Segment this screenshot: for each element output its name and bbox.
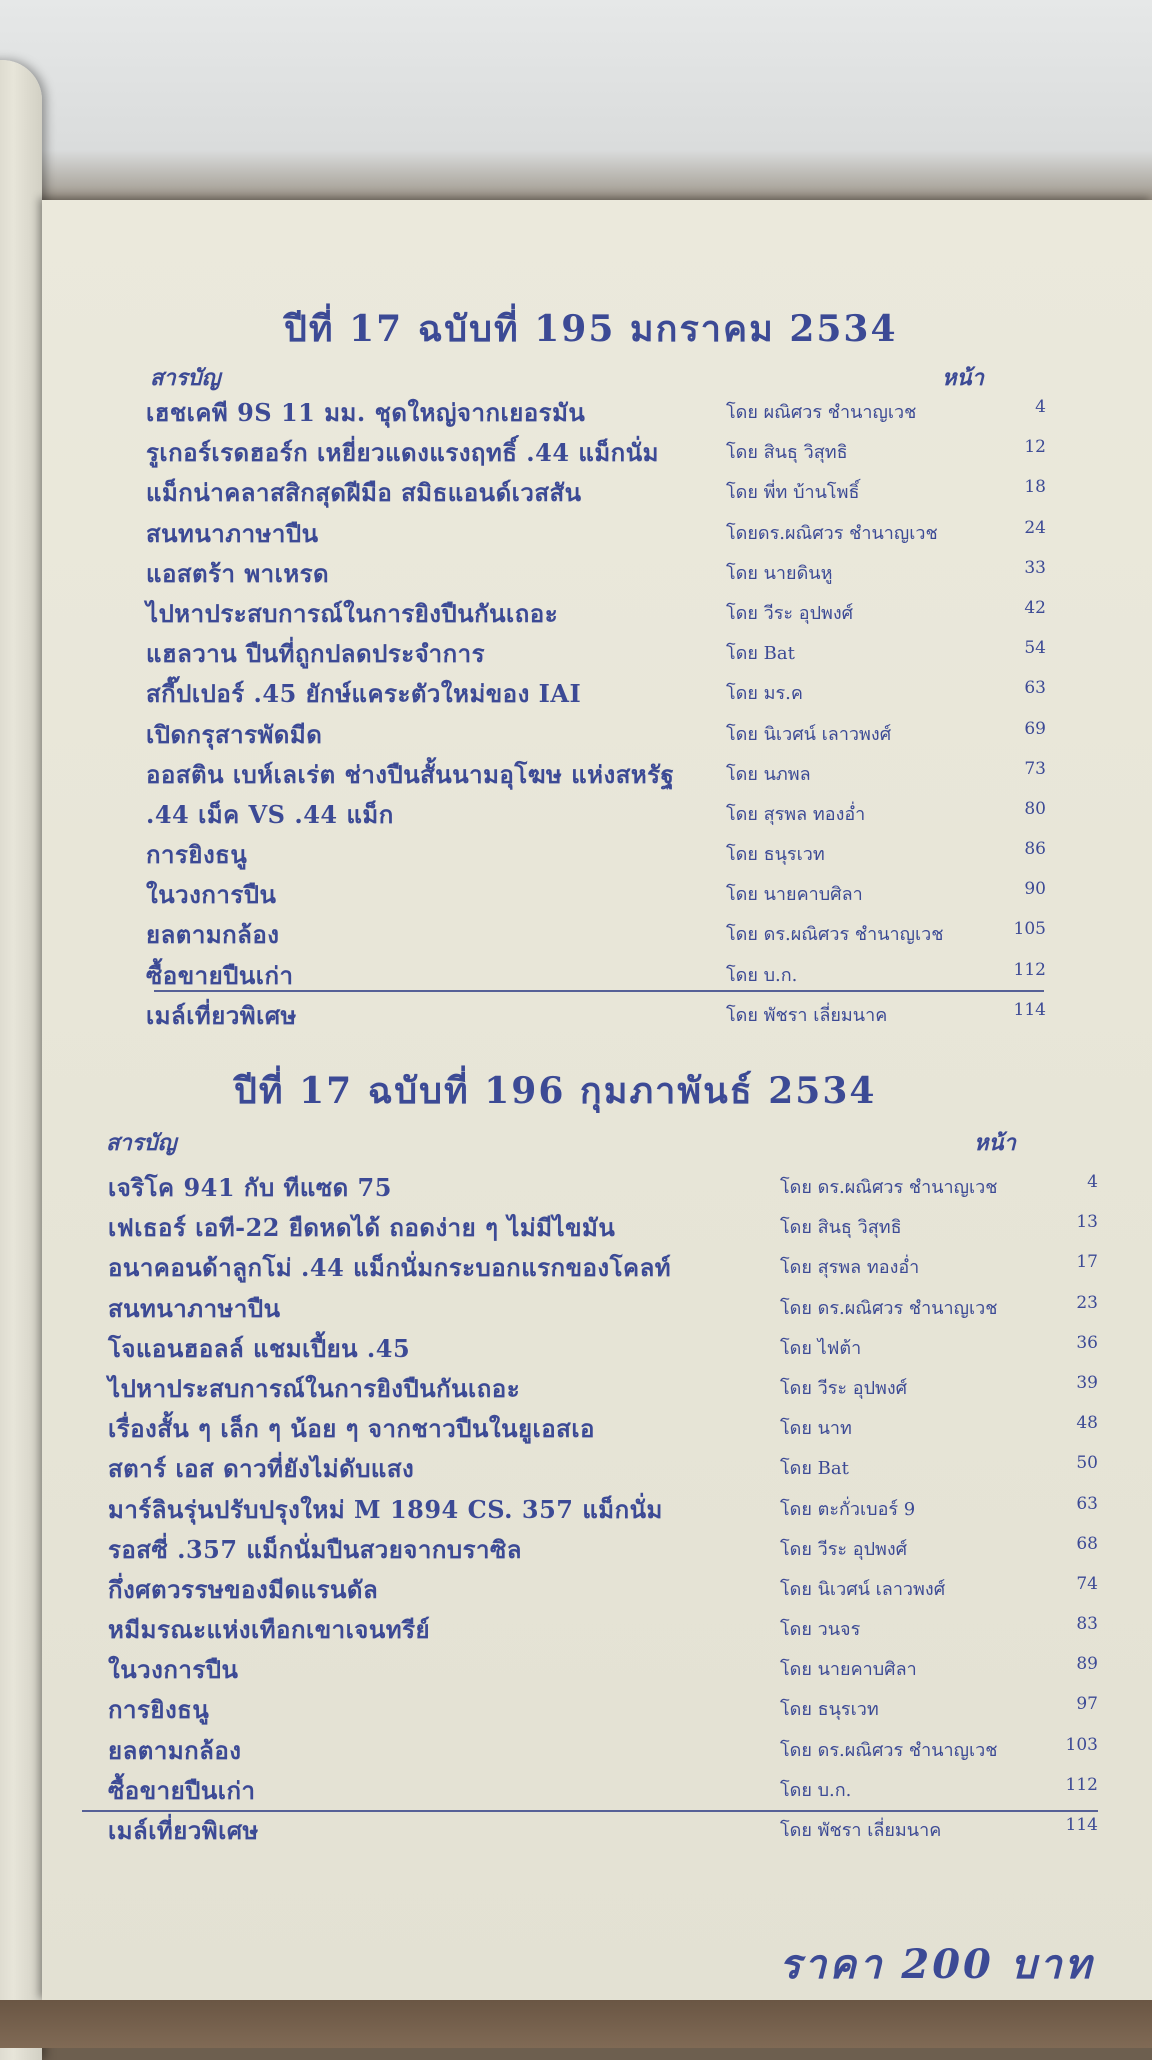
article-author: โดยดร.ผณิศวร ชำนาญเวช <box>726 522 938 544</box>
magazine-page <box>42 200 1152 2000</box>
contents-row <box>108 1409 1098 1449</box>
article-page-number: 90 <box>1024 879 1046 900</box>
article-title: สกี๊ปเปอร์ .45 ยักษ์แคระตัวใหม่ของ IAI <box>146 679 582 709</box>
article-title: ในวงการปืน <box>108 1655 239 1685</box>
issue-196-title: ปีที่ 17 ฉบับที่ 196 กุมภาพันธ์ 2534 <box>234 1070 877 1112</box>
article-author: โดย พี่ท บ้านโพธิ์ <box>726 482 860 504</box>
article-page-number: 89 <box>1076 1654 1098 1675</box>
article-title: การยิงธนู <box>108 1695 210 1725</box>
contents-row <box>108 1690 1098 1730</box>
issue-195-title: ปีที่ 17 ฉบับที่ 195 มกราคม 2534 <box>284 308 898 350</box>
article-author: โดย วีระ อุปพงศ์ <box>726 602 854 624</box>
article-page-number: 114 <box>1013 999 1046 1020</box>
contents-row <box>108 1610 1098 1650</box>
contents-row <box>108 1208 1098 1248</box>
article-title: หมีมรณะแห่งเทือกเขาเจนทรีย์ <box>108 1615 431 1645</box>
article-title: โจแอนฮอลล์ แชมเปี้ยน .45 <box>108 1333 411 1363</box>
article-page-number: 86 <box>1024 839 1046 860</box>
article-page-number: 23 <box>1076 1292 1098 1313</box>
issue-196-page-label: หน้า <box>974 1130 1016 1156</box>
article-author: โดย ไฟต้า <box>780 1337 862 1359</box>
article-author: โดย Bat <box>780 1458 849 1480</box>
article-title: สตาร์ เอส ดาวที่ยังไม่ดับแสง <box>108 1454 415 1484</box>
article-page-number: 103 <box>1065 1734 1098 1755</box>
contents-row <box>108 1490 1098 1530</box>
article-page-number: 12 <box>1024 437 1046 458</box>
contents-row <box>108 1731 1098 1771</box>
issue-196-divider <box>82 1810 1098 1812</box>
article-title: แอสตร้า พาเหรด <box>146 558 330 588</box>
table-surface <box>0 2000 1152 2048</box>
article-page-number: 18 <box>1024 477 1046 498</box>
contents-row <box>108 1289 1098 1329</box>
article-title: .44 เม็ค VS .44 แม็ก <box>146 799 394 829</box>
article-title: อนาคอนด้าลูกโม่ .44 แม็กนั่มกระบอกแรกของโคลท์ <box>108 1253 672 1283</box>
article-page-number: 74 <box>1076 1573 1098 1594</box>
facing-page-edge <box>0 60 42 2060</box>
article-title: เมล์เที่ยวพิเศษ <box>108 1816 259 1845</box>
article-author: โดย บ.ก. <box>726 964 798 986</box>
article-page-number: 36 <box>1076 1332 1098 1353</box>
article-title: เฮชเคพี 9S 11 มม. ชุดใหญ่จากเยอรมัน <box>146 398 586 427</box>
article-author: โดย นาท <box>780 1418 852 1440</box>
article-author: โดย นายดินหู <box>726 562 833 584</box>
article-author: โดย สินธุ วิสุทธิ <box>726 442 848 464</box>
article-page-number: 39 <box>1076 1372 1098 1393</box>
article-title: ออสติน เบห์เลเร่ต ช่างปืนสั้นนามอุโฆษ แห่งสหรัฐ <box>146 759 675 789</box>
article-page-number: 17 <box>1076 1252 1098 1273</box>
article-title: รอสซี่ .357 แม็กนั่มปืนสวยจากบราซิล <box>108 1534 522 1564</box>
contents-row <box>146 433 1046 473</box>
article-title: ซื้อขายปืนเก่า <box>108 1775 256 1805</box>
issue-195-page-label: หน้า <box>942 365 984 391</box>
contents-row <box>108 1248 1098 1288</box>
article-title: แม็กน่าคลาสสิกสุดฝีมือ สมิธแอนด์เวสสัน <box>146 478 582 508</box>
issue-195-contents-label: สารบัญ <box>150 365 221 391</box>
article-title: ไปหาประสบการณ์ในการยิงปืนกันเถอะ <box>108 1373 521 1403</box>
contents-row <box>108 1771 1098 1811</box>
contents-row <box>108 1570 1098 1610</box>
article-title: สนทนาภาษาปืน <box>108 1293 281 1323</box>
article-author: โดย ดร.ผณิศวร ชำนาญเวช <box>780 1177 998 1198</box>
article-title: กึ่งศตวรรษของมีดแรนดัล <box>108 1574 379 1604</box>
contents-row <box>146 393 1046 433</box>
article-title: เมล์เที่ยวพิเศษ <box>146 1000 297 1030</box>
contents-row <box>108 1329 1098 1369</box>
contents-row <box>108 1811 1098 1851</box>
article-author: โดย ดร.ผณิศวร ชำนาญเวช <box>780 1297 998 1319</box>
article-title: ในวงการปืน <box>146 880 277 910</box>
article-author: โดย วีระ อุปพงศ์ <box>780 1538 908 1560</box>
contents-row <box>146 835 1046 875</box>
article-author: โดย นายคาบศิลา <box>780 1659 917 1681</box>
article-page-number: 33 <box>1024 557 1046 578</box>
contents-row <box>146 715 1046 755</box>
article-page-number: 68 <box>1076 1533 1098 1554</box>
article-title: เจริโค 941 กับ ทีแซด 75 <box>108 1173 392 1202</box>
article-author: โดย ดร.ผณิศวร ชำนาญเวช <box>726 924 944 946</box>
contents-row <box>146 755 1046 795</box>
contents-row <box>146 915 1046 955</box>
article-author: โดย ผณิศวร ชำนาญเวช <box>726 402 917 423</box>
price-label: ราคา 200 บาท <box>779 1941 1094 1988</box>
article-title: ยลตามกล้อง <box>108 1735 242 1765</box>
article-author: โดย ธนุรเวท <box>780 1699 879 1721</box>
article-author: โดย พัชรา เลี่ยมนาค <box>726 1004 888 1026</box>
article-page-number: 105 <box>1013 919 1046 940</box>
article-page-number: 114 <box>1065 1815 1098 1835</box>
article-author: โดย สุรพล ทองอ่ำ <box>780 1257 920 1279</box>
contents-row <box>146 514 1046 554</box>
contents-row <box>108 1650 1098 1690</box>
contents-row <box>146 795 1046 835</box>
article-title: สนทนาภาษาปืน <box>146 518 319 548</box>
article-author: โดย นายคาบศิลา <box>726 884 863 906</box>
article-author: โดย บ.ก. <box>780 1779 852 1801</box>
article-author: โดย ธนุรเวท <box>726 844 825 866</box>
article-author: โดย สุรพล ทองอ่ำ <box>726 803 866 825</box>
article-page-number: 97 <box>1076 1694 1098 1715</box>
article-title: เรื่องสั้น ๆ เล็ก ๆ น้อย ๆ จากชาวปืนในยูเอสเอ <box>108 1414 595 1444</box>
article-author: โดย Bat <box>726 643 795 665</box>
issue-196-contents-label: สารบัญ <box>106 1130 177 1156</box>
article-author: โดย วนจร <box>780 1619 861 1641</box>
article-title: การยิงธนู <box>146 840 248 870</box>
article-page-number: 4 <box>1035 397 1046 417</box>
article-title: รูเกอร์เรดฮอร์ก เหยี่ยวแดงแรงฤทธิ์ .44 แม็กนั่ม <box>146 438 659 468</box>
article-author: โดย ตะกั่วเบอร์ 9 <box>780 1498 916 1520</box>
issue-195-divider <box>154 990 1044 992</box>
article-page-number: 80 <box>1024 798 1046 819</box>
article-page-number: 112 <box>1013 959 1046 980</box>
article-author: โดย ดร.ผณิศวร ชำนาญเวช <box>780 1739 998 1761</box>
article-title: เฟเธอร์ เอที-22 ยืดหดได้ ถอดง่าย ๆ ไม่มีไขมัน <box>108 1213 616 1243</box>
article-page-number: 69 <box>1024 718 1046 739</box>
article-page-number: 83 <box>1076 1614 1098 1635</box>
article-page-number: 13 <box>1076 1212 1098 1233</box>
contents-row <box>146 554 1046 594</box>
article-author: โดย นิเวศน์ เลาวพงศ์ <box>726 723 892 745</box>
article-title: ยลตามกล้อง <box>146 920 280 950</box>
issue-196-contents <box>108 1168 1098 1851</box>
contents-row <box>146 634 1046 674</box>
article-page-number: 48 <box>1076 1413 1098 1434</box>
article-page-number: 63 <box>1024 678 1046 699</box>
article-page-number: 63 <box>1076 1493 1098 1514</box>
article-page-number: 42 <box>1024 597 1046 618</box>
article-page-number: 50 <box>1076 1453 1098 1474</box>
article-author: โดย มร.ค <box>726 683 803 705</box>
contents-row <box>108 1530 1098 1570</box>
article-title: ซื้อขายปืนเก่า <box>146 960 294 990</box>
article-title: เปิดกรุสารพัดมีด <box>146 719 323 749</box>
contents-row <box>108 1449 1098 1489</box>
article-author: โดย พัชรา เลี่ยมนาค <box>780 1820 942 1841</box>
article-author: โดย สินธุ วิสุทธิ <box>780 1217 902 1239</box>
contents-row <box>146 594 1046 634</box>
article-page-number: 112 <box>1065 1774 1098 1795</box>
contents-row <box>108 1369 1098 1409</box>
article-page-number: 4 <box>1087 1172 1098 1192</box>
article-page-number: 24 <box>1024 517 1046 538</box>
contents-row <box>146 996 1046 1036</box>
contents-row <box>146 875 1046 915</box>
article-page-number: 73 <box>1024 758 1046 779</box>
contents-row <box>146 674 1046 714</box>
contents-row <box>146 473 1046 513</box>
article-title: มาร์ลินรุ่นปรับปรุงใหม่ M 1894 CS. 357 แม็กนั่ม <box>108 1494 663 1524</box>
article-author: โดย วีระ อุปพงศ์ <box>780 1377 908 1399</box>
contents-row <box>108 1168 1098 1208</box>
article-author: โดย นิเวศน์ เลาวพงศ์ <box>780 1578 946 1600</box>
article-page-number: 54 <box>1024 638 1046 659</box>
issue-195-contents <box>146 393 1046 1036</box>
article-author: โดย นภพล <box>726 763 811 785</box>
article-title: ไปหาประสบการณ์ในการยิงปืนกันเถอะ <box>146 598 559 628</box>
article-title: แฮลวาน ปืนที่ถูกปลดประจำการ <box>146 639 486 669</box>
